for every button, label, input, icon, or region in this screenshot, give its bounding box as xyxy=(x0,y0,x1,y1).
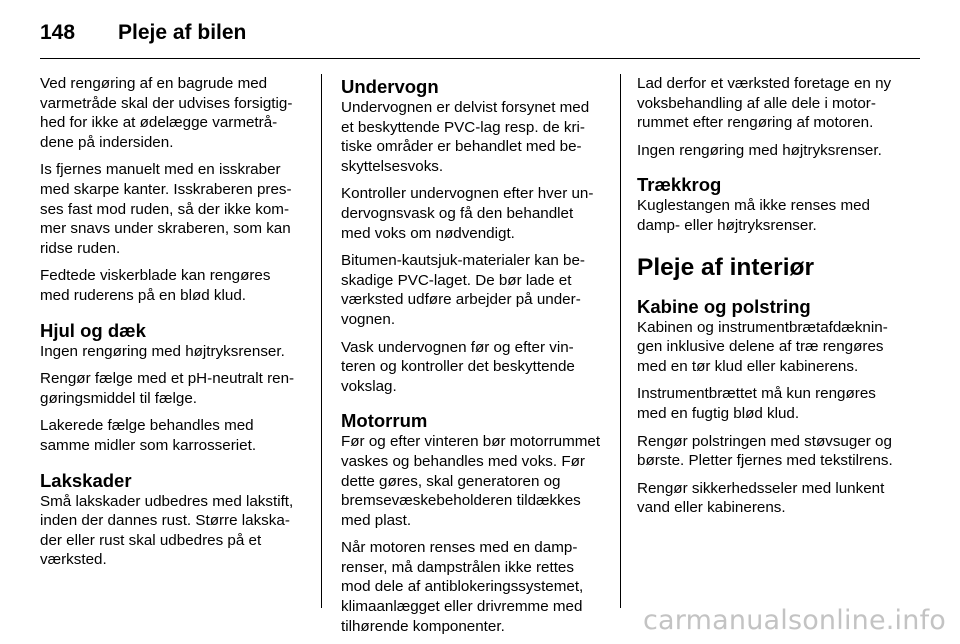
paragraph-paint-stick: Små lakskader udbedres med lakstift, inden der dannes rust. Større lakskader eller rust skal udbedres på et værksted. xyxy=(40,492,294,569)
page-title: Pleje af bilen xyxy=(118,21,247,44)
heading-engine-compartment: Motorrum xyxy=(341,410,428,432)
paragraph-rear-window: Ved rengøring af en bagrude med varmetråde skal der udvises forsigtighed for ikke at ødelægge varmetrådene på indersiden. xyxy=(40,75,293,151)
paragraph-bitumen: Bitumen-kautsjuk-materialer kan beskadige PVC-laget. De bør lade et værksted udføre arbejder på undervognen. xyxy=(341,252,585,328)
paragraph-wax-treatment: Lad derfor et værksted foretage en ny voksbehandling af alle dele i motorrummet efter rengøring af motoren. xyxy=(637,75,892,132)
heading-underbody: Undervogn xyxy=(341,76,439,97)
paragraph-rim-cleaner: Rengør fælge med et pH-neutralt rengøringsmiddel til fælge. xyxy=(40,370,295,407)
paragraph-ball-bar: Kuglestangen må ikke renses med damp- eller højtryksrenser. xyxy=(637,197,871,234)
heading-interior-care: Pleje af interiør xyxy=(637,253,815,281)
paragraph-pvc-layer: Undervognen er delvist forsynet med et beskyttende PVC-lag resp. de kritiske områder er behandlet med beskyttelsesvoks. xyxy=(341,99,590,175)
column-divider-2 xyxy=(620,74,621,608)
header-divider xyxy=(40,58,920,59)
paragraph-check-underbody: Kontroller undervognen efter hver undervognsvask og få den behandlet med voks om nødvendigt. xyxy=(341,185,594,242)
paragraph-no-pressure-washer: Ingen rengøring med højtryksrenser. xyxy=(40,342,285,360)
paragraph-no-pressure-washer-engine: Ingen rengøring med højtryksrenser. xyxy=(637,141,882,159)
paragraph-upholstery-vacuum: Rengør polstringen med støvsuger og børste. Pletter fjernes med tekstilrens. xyxy=(637,432,893,470)
column-3 xyxy=(637,74,903,526)
paragraph-dashboard-damp-cloth: Instrumentbrættet må kun rengøres med en fugtig blød klud. xyxy=(637,385,876,422)
heading-paint-damage: Lakskader xyxy=(40,469,132,491)
paragraph-dashboard-cover: Kabinen og instrumentbrætafdækningen inklusive delene af træ rengøres med en tør klud eller kabinerens. xyxy=(637,318,888,375)
paragraph-painted-rims: Lakerede fælge behandles med samme midler som karrosseriet. xyxy=(40,417,257,454)
page-number: 148 xyxy=(40,21,76,44)
paragraph-engine-wash: Før og efter vinteren bør motorrummet vaskes og behandles med voks. Før dette gøres, skal generatoren og bremsevæskebeholderen tildækkes med plast. xyxy=(341,433,601,529)
page-header xyxy=(40,18,246,48)
heading-wheels-tyres: Hjul og dæk xyxy=(40,319,146,341)
column-1 xyxy=(40,74,302,578)
paragraph-steam-cleaner: Når motoren renses med en damprenser, må dampstrålen ikke rettes mod dele af antiblokeringssystemet, klimaanlægget eller drivremme med tilhørende komponenter. xyxy=(341,539,584,635)
watermark: carmanualsonline.info xyxy=(643,605,946,636)
paragraph-seat-belts: Rengør sikkerhedsseler med lunkent vand eller kabinerens. xyxy=(637,479,885,517)
paragraph-ice-scraper: Is fjernes manuelt med en isskraber med skarpe kanter. Isskraberen presses fast mod ruden, så der ikke kommer snavs under skraberen, som kan ridse ruden. xyxy=(40,161,292,257)
column-2 xyxy=(341,74,603,644)
heading-towbar: Trækkrog xyxy=(637,174,722,196)
paragraph-winter-wash: Vask undervognen før og efter vinteren og kontroller det beskyttende vokslag. xyxy=(341,338,575,395)
paragraph-wiper-blades: Fedtede viskerblade kan rengøres med ruderens på en blød klud. xyxy=(40,267,271,304)
column-divider-1 xyxy=(321,74,322,608)
heading-cabin-upholstery: Kabine og polstring xyxy=(637,295,811,317)
